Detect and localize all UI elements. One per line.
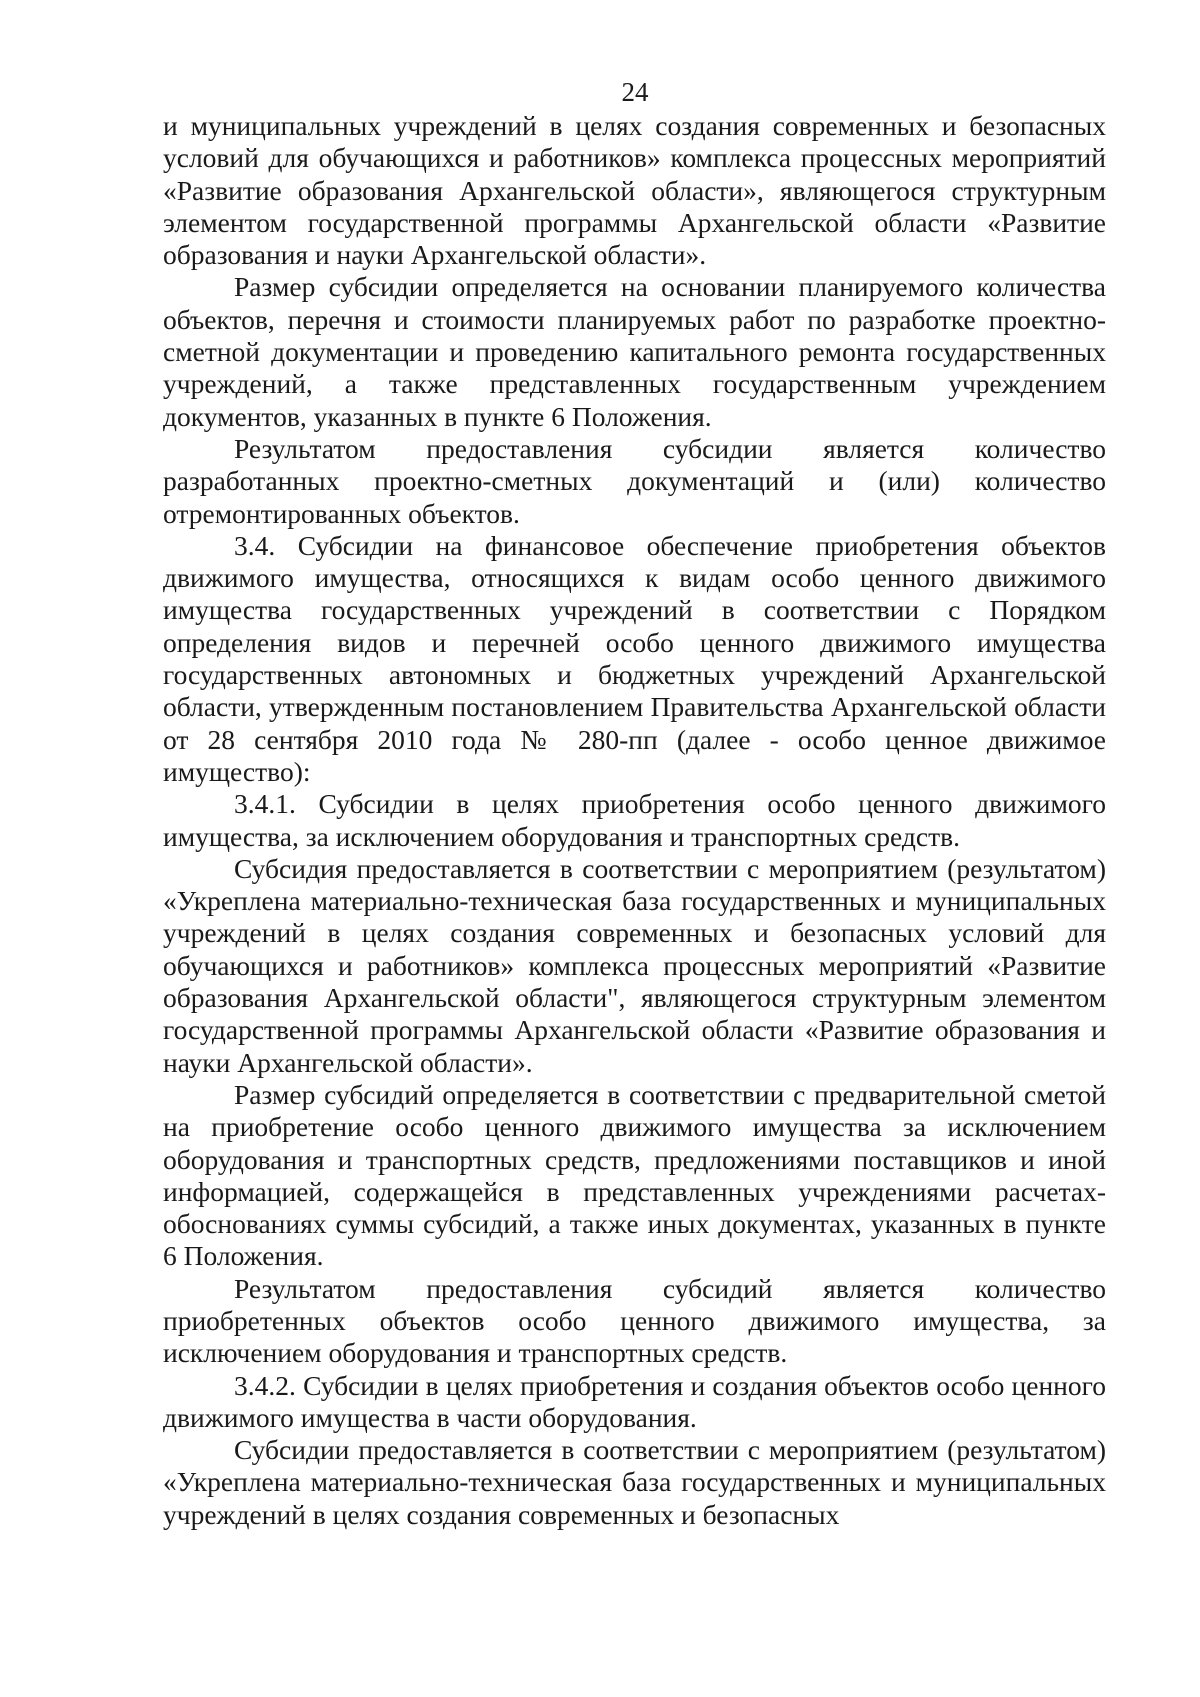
page-number: 24 [621,77,649,107]
paragraph-continuation: и муниципальных учреждений в целях создания современных и безопасных условий для обучающихся и работников» комплекса процессных мероприятий «Развитие образования Архангельской области», являющегося структурным элементом государственной программы Архангельской области «Развитие образования и науки Архангельской области». [163,110,1106,271]
paragraph-subsidy-result: Результатом предоставления субсидии является количество разработанных проектно-сметных документаций и (или) количество отремонтированных объектов. [163,432,1106,529]
paragraph-subsidy-provision: Субсидия предоставляется в соответствии с мероприятием (результатом) «Укреплена материально-техническая база государственных и муниципальных учреждений в целях создания современных и безопасных условий для обучающихся и работников» комплекса процессных мероприятий «Развитие образования Архангельской области", являющегося структурным элементом государственной программы Архангельской области «Развитие образования и науки Архангельской области». [163,852,1106,1078]
paragraph-subsidy-size: Размер субсидии определяется на основании планируемого количества объектов, перечня и стоимости планируемых работ по разработке проектно-сметной документации и проведению капитального ремонта государственных учреждений, а также представленных государственным учреждением документов, указанных в пункте 6 Положения. [163,271,1106,432]
document-body [163,110,1106,1531]
paragraph-subsidies-result: Результатом предоставления субсидий является количество приобретенных объектов особо ценного движимого имущества, за исключением оборудования и транспортных средств. [163,1272,1106,1369]
paragraph-section-3-4-1: 3.4.1. Субсидии в целях приобретения особо ценного движимого имущества, за исключением оборудования и транспортных средств. [163,788,1106,852]
paragraph-section-3-4-2: 3.4.2. Субсидии в целях приобретения и создания объектов особо ценного движимого имущества в части оборудования. [163,1369,1106,1433]
paragraph-subsidies-size: Размер субсидий определяется в соответствии с предварительной сметой на приобретение особо ценного движимого имущества за исключением оборудования и транспортных средств, предложениями поставщиков и иной информацией, содержащейся в представленных учреждениями расчетах-обоснованиях суммы субсидий, а также иных документах, указанных в пункте 6 Положения. [163,1078,1106,1272]
paragraph-subsidies-provision: Субсидии предоставляется в соответствии с мероприятием (результатом) «Укреплена материально-техническая база государственных и муниципальных учреждений в целях создания современных и безопасных [163,1434,1106,1530]
paragraph-section-3-4: 3.4. Субсидии на финансовое обеспечение приобретения объектов движимого имущества, относящихся к видам особо ценного движимого имущества государственных учреждений в соответствии с Порядком определения видов и перечней особо ценного движимого имущества государственных автономных и бюджетных учреждений Архангельской области, утвержденным постановлением Правительства Архангельской области от 28 сентября 2010 года № 280-пп (далее - особо ценное движимое имущество): [163,529,1106,787]
